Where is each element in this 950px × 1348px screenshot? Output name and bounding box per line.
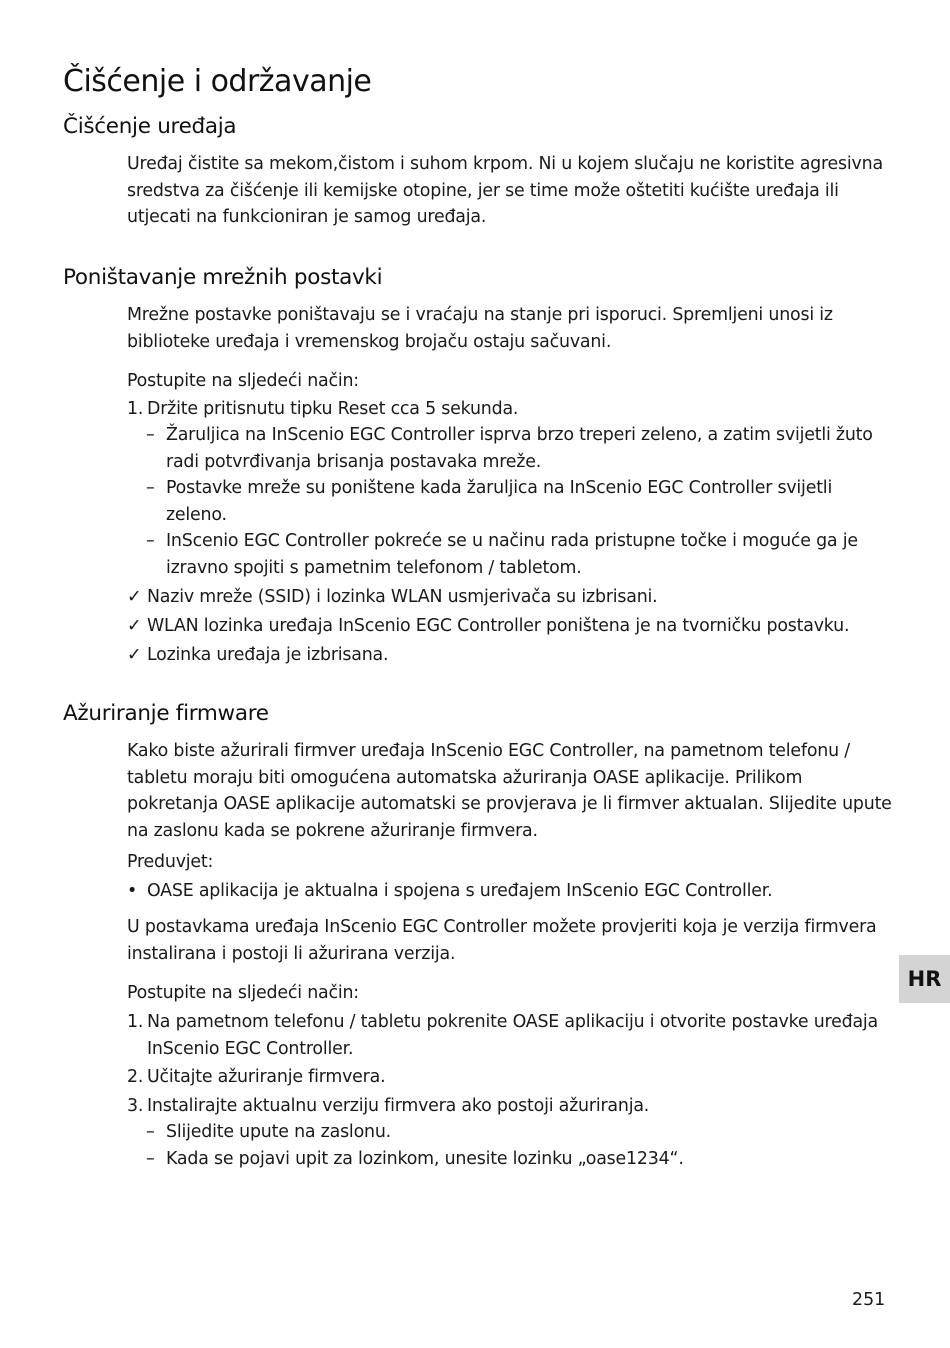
bullet-icon: • xyxy=(127,881,138,901)
procedure-intro-text: Postupite na sljedeći način: xyxy=(127,983,359,1003)
language-tab xyxy=(899,955,950,1003)
network-reset-paragraph xyxy=(127,302,892,355)
result-text: Lozinka uređaja je izbrisana. xyxy=(147,645,389,665)
firmware-version-paragraph xyxy=(127,914,892,967)
step-text: Instalirajte aktualnu verziju firmvera ako postoji ažuriranja. xyxy=(147,1096,650,1116)
step-number: 2. xyxy=(127,1067,144,1087)
step-text: Držite pritisnutu tipku Reset cca 5 sekunda. xyxy=(147,399,519,419)
substep-text: Postavke mreže su poništene kada žaruljica na InScenio EGC Controller svijetli zeleno. xyxy=(166,478,833,525)
firmware-version-text: U postavkama uređaja InScenio EGC Controller možete provjeriti koja je verzija firmvera instalirana i postoji li ažurirana verzija. xyxy=(127,917,877,964)
substep-text: Žaruljica na InScenio EGC Controller isprva brzo treperi zeleno, a zatim svijetli žuto radi potvrđivanja brisanja postavaka mreže. xyxy=(166,425,873,472)
procedure-intro-text: Postupite na sljedeći način: xyxy=(127,371,359,391)
checkmark-icon: ✓ xyxy=(127,616,142,636)
section-title-firmware: Ažuriranje firmware xyxy=(63,701,269,726)
dash-marker: – xyxy=(146,425,155,445)
prerequisite-label-text: Preduvjet: xyxy=(127,852,214,872)
result-text: Naziv mreže (SSID) i lozinka WLAN usmjerivača su izbrisani. xyxy=(147,587,658,607)
dash-marker: – xyxy=(146,1149,155,1169)
step-number: 1. xyxy=(127,1012,144,1032)
section-title-network-reset: Poništavanje mrežnih postavki xyxy=(63,265,383,290)
substep-text: Slijedite upute na zaslonu. xyxy=(166,1122,391,1142)
dash-marker: – xyxy=(146,531,155,551)
step-number: 3. xyxy=(127,1096,144,1116)
substep-text: Kada se pojavi upit za lozinkom, unesite lozinku „oase1234“. xyxy=(166,1149,684,1169)
cleaning-text: Uređaj čistite sa mekom,čistom i suhom krpom. Ni u kojem slučaju ne koristite agresivna sredstva za čišćenje ili kemijske otopine, jer se time može oštetiti kućište uređaja ili utjecati na funkcioniran je samog uređaja. xyxy=(127,154,883,227)
section-title-cleaning: Čišćenje uređaja xyxy=(63,114,237,139)
firmware-text: Kako biste ažurirali firmver uređaja InScenio EGC Controller, na pametnom telefonu / tabletu moraju biti omogućena automatska ažuriranja OASE aplikacije. Prilikom pokretanja OASE aplikacije automatski se provjerava je li firmver aktualan. Slijedite upute na zaslonu kada se pokrene ažuriranje firmvera. xyxy=(127,741,892,841)
network-procedure-intro xyxy=(127,368,892,395)
page-number: 251 xyxy=(852,1290,886,1310)
dash-marker: – xyxy=(146,478,155,498)
step-text: Učitajte ažuriranje firmvera. xyxy=(147,1067,386,1087)
firmware-paragraph xyxy=(127,738,892,844)
result-text: WLAN lozinka uređaja InScenio EGC Controller poništena je na tvorničku postavku. xyxy=(147,616,850,636)
firmware-procedure-intro xyxy=(127,980,892,1007)
substep-text: InScenio EGC Controller pokreće se u načinu rada pristupne točke i moguće ga je izravno spojiti s pametnim telefonom / tabletom. xyxy=(166,531,858,578)
step-number: 1. xyxy=(127,399,144,419)
checkmark-icon: ✓ xyxy=(127,645,142,665)
checkmark-icon: ✓ xyxy=(127,587,142,607)
prerequisite-text: OASE aplikacija je aktualna i spojena s uređajem InScenio EGC Controller. xyxy=(147,881,773,901)
network-reset-text: Mrežne postavke poništavaju se i vraćaju na stanje pri isporuci. Spremljeni unosi iz biblioteke uređaja i vremenskog brojaču ostaju sačuvani. xyxy=(127,305,833,352)
dash-marker: – xyxy=(146,1122,155,1142)
step-text: Na pametnom telefonu / tabletu pokrenite OASE aplikaciju i otvorite postavke uređaja InScenio EGC Controller. xyxy=(147,1012,879,1059)
language-code: HR xyxy=(907,967,942,991)
page-title: Čišćenje i održavanje xyxy=(63,64,372,99)
prerequisite-label xyxy=(127,849,892,876)
cleaning-paragraph xyxy=(127,151,892,231)
